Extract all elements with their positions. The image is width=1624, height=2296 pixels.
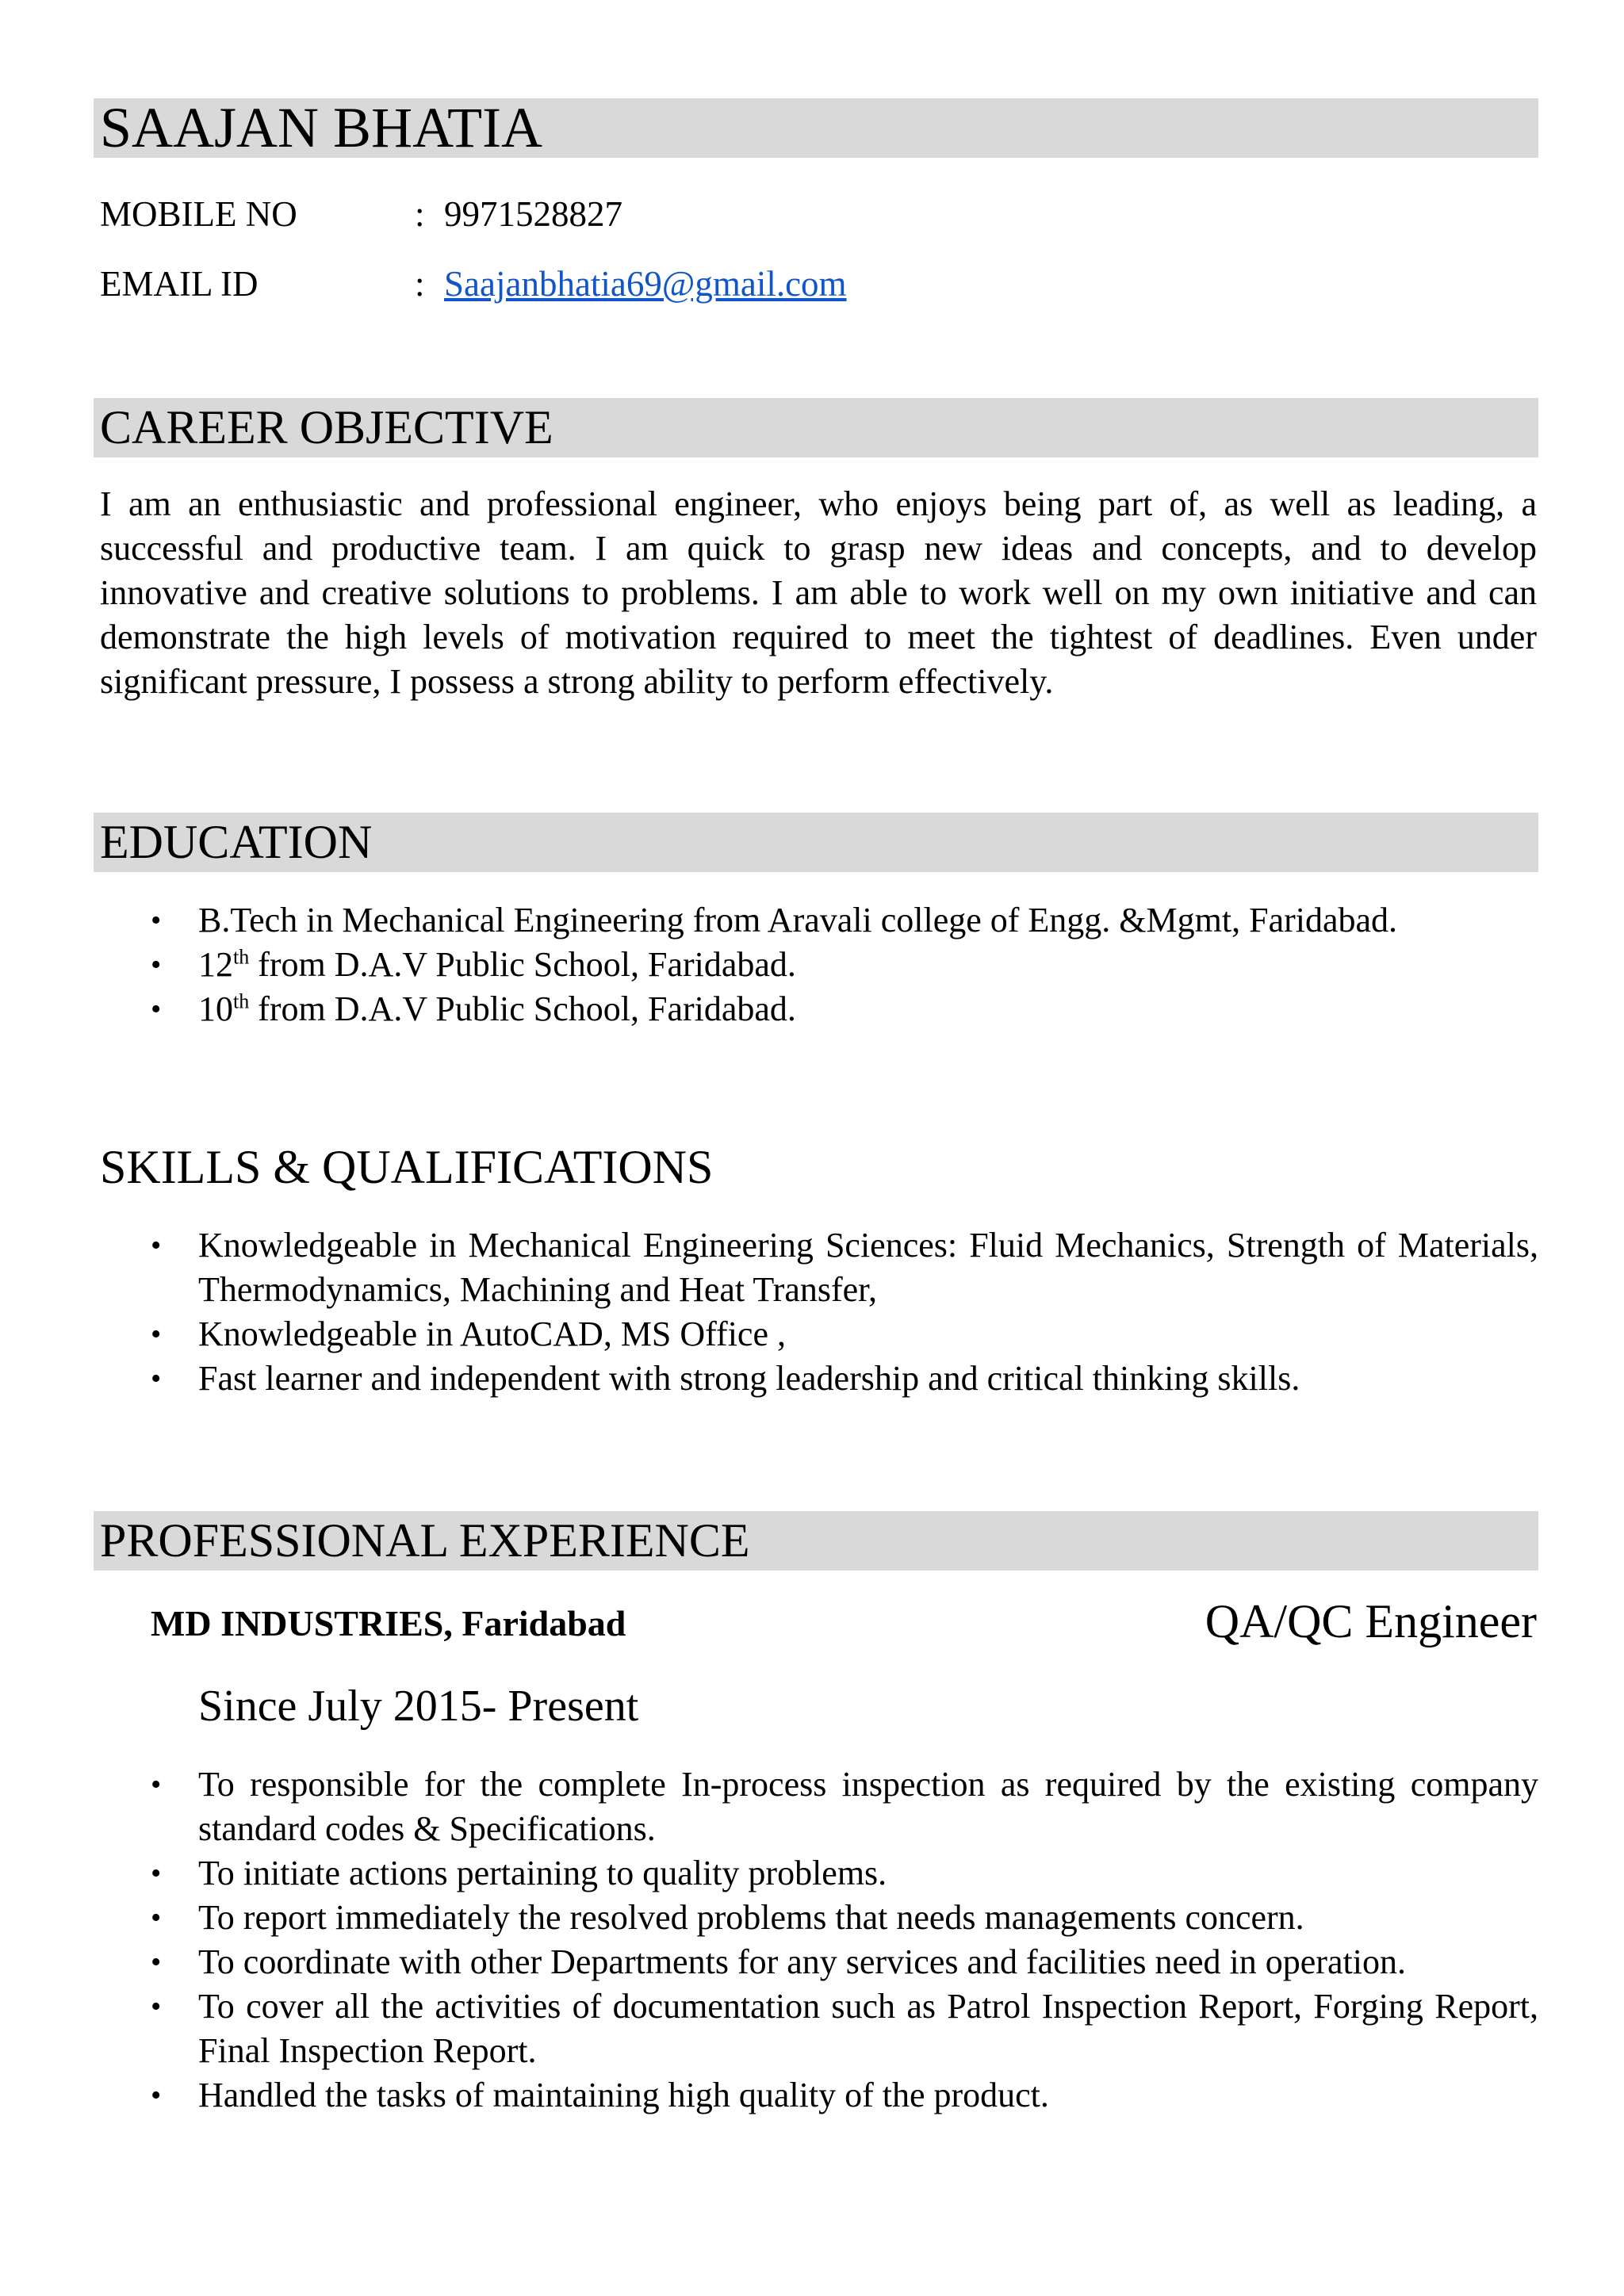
education-item-prefix: 10 — [198, 989, 233, 1028]
bullet-icon: • — [151, 1990, 162, 2023]
bullet-icon: • — [151, 904, 162, 937]
education-item-rest: from D.A.V Public School, Faridabad. — [249, 945, 796, 984]
company-name: MD INDUSTRIES, Faridabad — [151, 1603, 626, 1644]
job-role: QA/QC Engineer — [1205, 1595, 1537, 1647]
experience-item-text: Handled the tasks of maintaining high quality of the product. — [198, 2076, 1049, 2114]
mobile-colon: : — [415, 194, 425, 234]
list-item — [100, 1312, 1538, 1357]
list-item — [100, 1940, 1538, 1984]
career-objective-title: CAREER OBJECTIVE — [100, 401, 553, 453]
bullet-icon: • — [151, 948, 162, 982]
education-list — [100, 898, 1538, 1031]
skill-item-text: Knowledgeable in Mechanical Engineering Sciences: Fluid Mechanics, Strength of Materials, Thermodynamics, Machining and Heat Transfer, — [198, 1226, 1538, 1309]
experience-title: PROFESSIONAL EXPERIENCE — [100, 1514, 750, 1567]
list-item — [100, 987, 1538, 1031]
candidate-name: SAAJAN BHATIA — [100, 96, 543, 159]
skills-title: SKILLS & QUALIFICATIONS — [100, 1141, 714, 1193]
experience-item-text: To report immediately the resolved problems that needs managements concern. — [198, 1898, 1304, 1937]
experience-item-text: To cover all the activities of documentation such as Patrol Inspection Report, Forging Report, Final Inspection Report. — [198, 1987, 1538, 2070]
job-period: Since July 2015- Present — [198, 1682, 639, 1731]
bullet-icon: • — [151, 1362, 162, 1395]
skill-item-text: Knowledgeable in AutoCAD, MS Office , — [198, 1314, 786, 1353]
bullet-icon: • — [151, 993, 162, 1026]
experience-item-text: To coordinate with other Departments for any services and facilities need in operation. — [198, 1942, 1406, 1981]
bullet-icon: • — [151, 1946, 162, 1979]
mobile-value: 9971528827 — [444, 194, 622, 234]
bullet-icon: • — [151, 1318, 162, 1351]
list-item — [100, 2073, 1538, 2118]
experience-item-text: To responsible for the complete In-process inspection as required by the existing company standard codes & Specifications. — [198, 1765, 1538, 1848]
education-item-rest: from D.A.V Public School, Faridabad. — [249, 989, 796, 1028]
education-item-sup: th — [233, 945, 250, 969]
list-item — [100, 1223, 1538, 1312]
list-item — [100, 1896, 1538, 1940]
education-item-prefix: 12 — [198, 945, 233, 984]
email-label: EMAIL ID — [100, 264, 259, 304]
education-item-text: B.Tech in Mechanical Engineering from Aravali college of Engg. &Mgmt, Faridabad. — [198, 901, 1398, 939]
list-item — [100, 1762, 1538, 1851]
list-item — [100, 1984, 1538, 2073]
experience-list — [100, 1762, 1538, 2118]
mobile-label: MOBILE NO — [100, 194, 297, 234]
education-item-sup: th — [233, 989, 250, 1013]
career-objective-text: I am an enthusiastic and professional engineer, who enjoys being part of, as well as leading, a successful and productive team. I am quick to grasp new ideas and concepts, and to develop innovative and creative solutions to problems. I am able to work well on my own initiative and can demonstrate the high levels of motivation required to meet the tightest of deadlines. Even under significant pressure, I possess a strong ability to perform effectively. — [100, 484, 1537, 701]
bullet-icon: • — [151, 1229, 162, 1262]
bullet-icon: • — [151, 1857, 162, 1890]
email-value-wrap — [444, 262, 847, 306]
skill-item-text: Fast learner and independent with strong leadership and critical thinking skills. — [198, 1359, 1300, 1398]
list-item — [100, 1357, 1538, 1401]
email-link[interactable]: Saajanbhatia69@gmail.com — [444, 264, 847, 304]
skills-list — [100, 1223, 1538, 1401]
education-title: EDUCATION — [100, 816, 373, 868]
list-item — [100, 943, 1538, 987]
list-item — [100, 1851, 1538, 1896]
experience-item-text: To initiate actions pertaining to quality problems. — [198, 1854, 887, 1892]
bullet-icon: • — [151, 2079, 162, 2112]
bullet-icon: • — [151, 1901, 162, 1934]
email-colon: : — [415, 264, 425, 304]
list-item — [100, 898, 1538, 943]
bullet-icon: • — [151, 1768, 162, 1801]
